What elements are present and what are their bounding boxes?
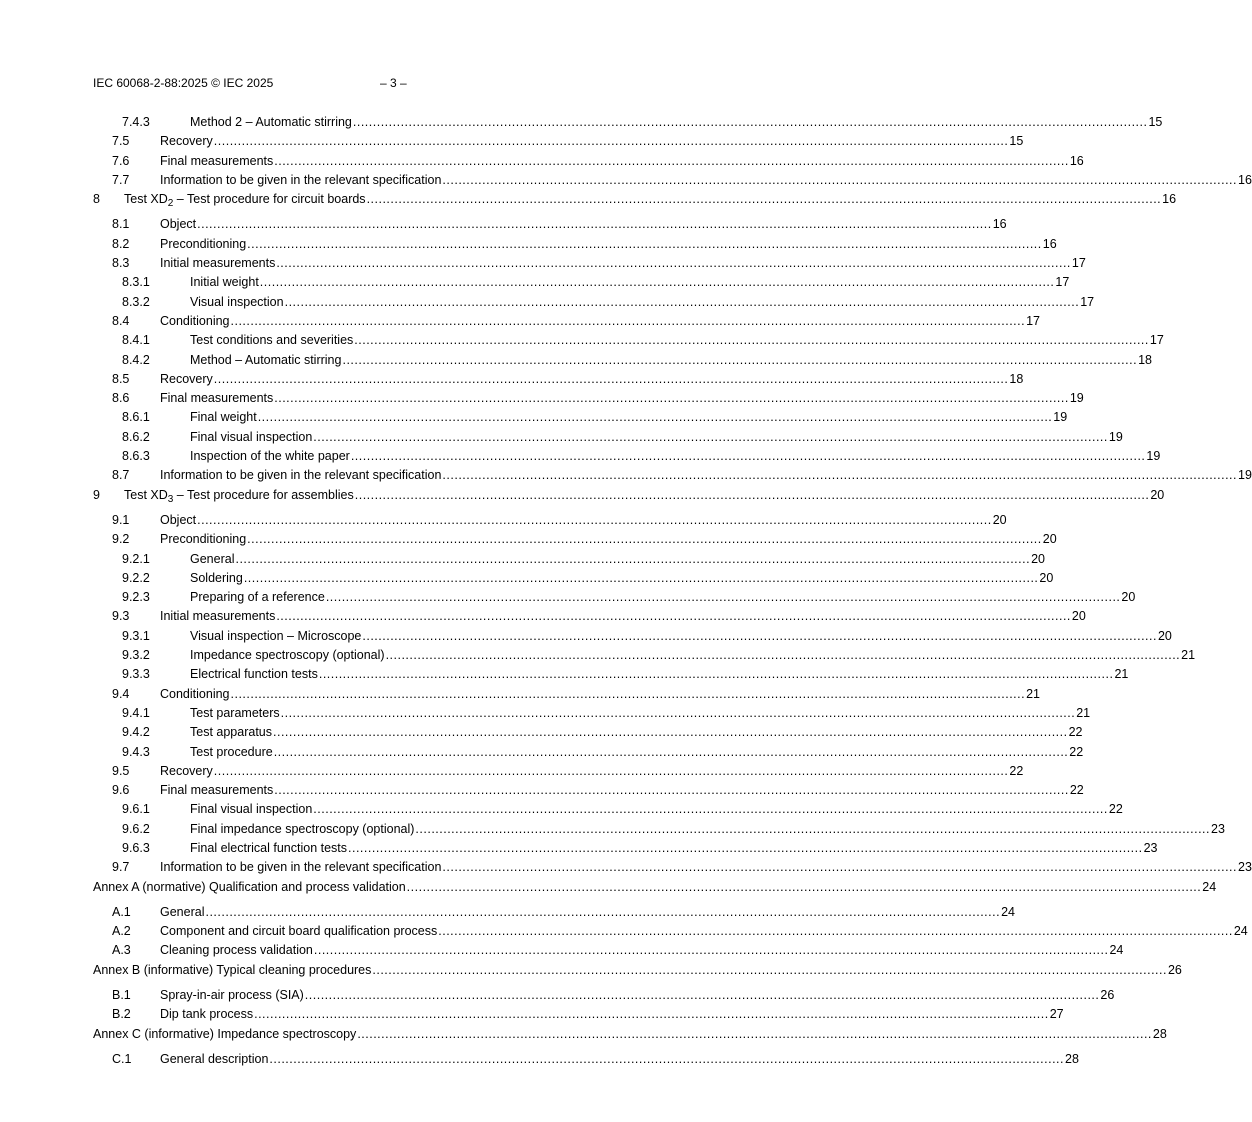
dot-leader: ........................................................................................................................................................................................................ (273, 744, 1069, 759)
toc-entry[interactable] (93, 724, 1083, 743)
toc-entry-title: Final electrical function tests (190, 840, 348, 855)
toc-entry-page: 17 (1055, 275, 1070, 290)
toc-entry-title: Test apparatus (190, 725, 272, 740)
toc-entry-number: 9.5 (112, 763, 130, 778)
dot-leader: ........................................................................................................................................................................................................ (197, 512, 992, 527)
toc-entry-page: 20 (1031, 551, 1045, 566)
toc-entry-number: 8.5 (112, 371, 130, 386)
dot-leader: ........................................................................................................................................................................................................ (352, 115, 1148, 129)
dot-leader: ........................................................................................................................................................................................................ (247, 236, 1042, 251)
toc-entry-title: Test parameters (190, 705, 280, 720)
dot-leader: ........................................................................................................................................................................................................ (357, 1026, 1152, 1041)
toc-entry-page: 21 (1114, 667, 1129, 682)
toc-entry-title: Final measurements (160, 783, 274, 798)
toc-entry[interactable] (93, 840, 1158, 859)
toc-entry-title: Recovery (160, 763, 213, 778)
dot-leader: ........................................................................................................................................................................................................ (247, 532, 1042, 547)
toc-entry-title: Final measurements (160, 153, 274, 168)
toc-entry-number: 7.7 (112, 172, 130, 187)
toc-entry-title: Impedance spectroscopy (optional) (190, 648, 385, 663)
toc-entry[interactable] (93, 153, 1084, 172)
dot-leader: ........................................................................................................................................................................................................ (274, 153, 1069, 168)
toc-entry-title: Method – Automatic stirring (190, 352, 342, 367)
dot-leader: ........................................................................................................................................................................................................ (276, 256, 1071, 271)
dot-leader: ........................................................................................................................................................................................................ (366, 192, 1162, 207)
dot-leader: ........................................................................................................................................................................................................ (284, 294, 1080, 309)
toc-entry-page: 20 (1071, 609, 1086, 624)
page-number: – 3 – (380, 76, 407, 90)
dot-leader: ........................................................................................................................................................................................................ (354, 487, 1150, 502)
toc-entry-number: 9.6.1 (122, 802, 150, 817)
dot-leader: ........................................................................................................................................................................................................ (313, 429, 1108, 444)
toc-entry-page: 19 (1053, 410, 1068, 425)
dot-leader: ........................................................................................................................................................................................................ (354, 333, 1149, 348)
toc-entry-page: 21 (1026, 686, 1040, 701)
toc-entry-page: 27 (1049, 1007, 1064, 1022)
toc-entry[interactable] (93, 429, 1123, 448)
toc-entry-number: 9.3 (112, 609, 130, 624)
toc-entry[interactable] (93, 332, 1164, 351)
subscript: 2 (167, 198, 174, 210)
toc-entry-title: Preconditioning (160, 532, 247, 547)
toc-entry[interactable] (93, 942, 1124, 961)
toc-entry-number: 7.5 (112, 134, 130, 149)
dot-leader: ........................................................................................................................................................................................................ (213, 371, 1009, 386)
toc-entry-page: 26 (1100, 988, 1115, 1003)
toc-entry-number: 9.4 (112, 686, 130, 701)
toc-entry-title: General (160, 904, 205, 919)
toc-entry[interactable] (93, 1006, 1064, 1025)
toc-entry-title: Cleaning process validation (160, 943, 313, 958)
dot-leader: ........................................................................................................................................................................................................ (304, 988, 1100, 1003)
toc-entry-page: 15 (1009, 134, 1024, 149)
toc-entry-number: 9.1 (112, 512, 130, 527)
toc-entry-title: Test $XD_2$ – Test procedure for circuit boards (124, 192, 366, 210)
toc-entry[interactable] (93, 487, 1165, 506)
toc-entry-title: Object (160, 512, 197, 527)
dot-leader: ........................................................................................................................................................................................................ (213, 134, 1009, 149)
toc-entry-title: Recovery (160, 134, 213, 149)
dot-leader: ........................................................................................................................................................................................................ (406, 879, 1202, 894)
dot-leader: ........................................................................................................................................................................................................ (230, 686, 1026, 701)
toc-entry-title: Information to be given in the relevant specification (160, 468, 442, 483)
toc-entry[interactable] (93, 801, 1123, 820)
toc-entry-title: Object (160, 217, 197, 232)
dot-leader: ........................................................................................................................................................................................................ (362, 628, 1157, 643)
toc-entry-number: 8.6.1 (122, 410, 150, 425)
toc-entry-title: Inspection of the white paper (190, 449, 350, 464)
toc-entry-page: 28 (1152, 1026, 1167, 1041)
toc-entry-number: 8.6 (112, 391, 130, 406)
toc-entry-title: Final visual inspection (190, 802, 313, 817)
toc-entry-page: 17 (1026, 313, 1040, 328)
toc-entry-number: 9.4.3 (122, 744, 150, 759)
toc-entry-title: Test conditions and severities (190, 333, 354, 348)
toc-entry[interactable] (93, 904, 1015, 923)
toc-entry[interactable] (93, 686, 1040, 705)
toc-entry[interactable] (93, 512, 1007, 531)
dot-leader: ........................................................................................................................................................................................................ (274, 391, 1069, 406)
toc-entry-number: 8.4.1 (122, 333, 150, 348)
toc-entry[interactable] (93, 1051, 1079, 1070)
toc-entry[interactable] (93, 294, 1095, 313)
toc-entry[interactable] (93, 744, 1084, 763)
dot-leader: ........................................................................................................................................................................................................ (385, 648, 1181, 663)
toc-entry-number: 8.3.2 (122, 294, 150, 309)
toc-entry-page: 19 (1238, 468, 1252, 483)
toc-entry[interactable] (93, 274, 1070, 293)
toc-entry-title: Preconditioning (160, 236, 247, 251)
toc-entry-title: Annex B (informative) Typical cleaning procedures (93, 962, 372, 977)
toc-entry[interactable] (93, 666, 1129, 685)
toc-entry-page: 15 (1148, 115, 1163, 129)
dot-leader: ........................................................................................................................................................................................................ (350, 449, 1146, 464)
toc-entry-number: C.1 (112, 1051, 132, 1066)
toc-entry-title: Method 2 – Automatic stirring (190, 115, 352, 129)
toc-entry[interactable] (93, 763, 1024, 782)
dot-leader: ........................................................................................................................................................................................................ (442, 860, 1238, 875)
toc-entry-page: 24 (1109, 943, 1124, 958)
dot-leader: ........................................................................................................................................................................................................ (243, 570, 1039, 585)
toc-entry-page: 26 (1167, 962, 1182, 977)
toc-entry[interactable] (93, 821, 1225, 840)
toc-entry-title: Information to be given in the relevant specification (160, 860, 442, 875)
toc-entry-number: 8.1 (112, 217, 130, 232)
toc-entry[interactable] (93, 216, 1007, 235)
toc-entry[interactable] (93, 962, 1182, 981)
dot-leader: ........................................................................................................................................................................................................ (442, 468, 1238, 483)
toc-entry-page: 16 (1162, 192, 1177, 207)
toc-entry-number: 9.3.2 (122, 648, 150, 663)
toc-entry-number: 9.6 (112, 783, 130, 798)
toc-entry-title: Initial measurements (160, 609, 276, 624)
toc-entry[interactable] (93, 608, 1086, 627)
toc-entry-page: 22 (1069, 744, 1084, 759)
dot-leader: ........................................................................................................................................................................................................ (205, 904, 1001, 919)
toc-entry-page: 22 (1068, 725, 1083, 740)
page-header (93, 76, 407, 90)
toc-entry-title: Test $XD_3$ – Test procedure for assemblies (124, 487, 354, 505)
toc-entry-number: 9.6.3 (122, 840, 150, 855)
dot-leader: ........................................................................................................................................................................................................ (259, 275, 1055, 290)
dot-leader: ........................................................................................................................................................................................................ (318, 667, 1114, 682)
toc-entry[interactable] (93, 531, 1057, 550)
toc-entry-page: 20 (1150, 487, 1165, 502)
dot-leader: ........................................................................................................................................................................................................ (342, 352, 1138, 367)
toc-entry-number: 9 (93, 487, 100, 502)
toc-entry-number: 9.2 (112, 532, 130, 547)
toc-entry-number: 7.6 (112, 153, 130, 168)
toc-entry-page: 19 (1069, 391, 1084, 406)
toc-entry-page: 16 (992, 217, 1007, 232)
toc-entry-page: 17 (1080, 294, 1095, 309)
toc-entry[interactable] (93, 589, 1136, 608)
toc-entry-title: Recovery (160, 371, 213, 386)
toc-entry-number: A.2 (112, 924, 131, 939)
toc-entry-number: 9.4.1 (122, 705, 150, 720)
toc-entry-title: Conditioning (160, 313, 230, 328)
toc-entry-title: Conditioning (160, 686, 230, 701)
toc-entry-number: 8.2 (112, 236, 130, 251)
toc-entry-title: Soldering (190, 570, 243, 585)
dot-leader: ........................................................................................................................................................................................................ (273, 725, 1068, 740)
toc-entry-title: Annex C (informative) Impedance spectroscopy (93, 1026, 357, 1041)
toc-entry[interactable] (93, 133, 1024, 152)
toc-entry[interactable] (93, 448, 1161, 467)
toc-entry-title: Final visual inspection (190, 429, 313, 444)
toc-entry-page: 21 (1181, 648, 1196, 663)
toc-entry[interactable] (93, 390, 1084, 409)
dot-leader: ........................................................................................................................................................................................................ (269, 1051, 1064, 1066)
toc-entry-page: 20 (1121, 590, 1136, 605)
toc-entry-title: Electrical function tests (190, 667, 318, 682)
toc-entry-title: Final weight (190, 410, 257, 425)
toc-entry-number: 8.3.1 (122, 275, 150, 290)
toc-entry-page: 28 (1065, 1051, 1079, 1066)
dot-leader: ........................................................................................................................................................................................................ (276, 609, 1071, 624)
toc-entry-page: 20 (1157, 628, 1172, 643)
toc-entry-page: 16 (1238, 172, 1252, 187)
toc-entry-title: Final impedance spectroscopy (optional) (190, 821, 415, 836)
toc-entry-page: 19 (1108, 429, 1123, 444)
toc-entry-number: 8.7 (112, 468, 130, 483)
toc-entry-page: 23 (1143, 840, 1158, 855)
toc-entry-page: 20 (1042, 532, 1057, 547)
toc-entry[interactable] (93, 551, 1045, 570)
toc-entry-page: 24 (1233, 924, 1248, 939)
toc-entry-number: 9.4.2 (122, 725, 150, 740)
subscript: 3 (167, 493, 174, 505)
dot-leader: ........................................................................................................................................................................................................ (257, 410, 1053, 425)
dot-leader: ........................................................................................................................................................................................................ (313, 802, 1108, 817)
toc-entry[interactable] (93, 628, 1172, 647)
dot-leader: ........................................................................................................................................................................................................ (442, 172, 1238, 187)
toc-entry-page: 17 (1149, 333, 1164, 348)
toc-entry[interactable] (93, 255, 1086, 274)
toc-entry[interactable] (93, 1026, 1167, 1045)
toc-entry-number: 8.6.2 (122, 429, 150, 444)
toc-entry-title: Spray-in-air process (SIA) (160, 988, 304, 1003)
toc-entry[interactable] (93, 467, 1252, 486)
toc-entry-page: 17 (1071, 256, 1086, 271)
toc-entry[interactable] (93, 705, 1091, 724)
dot-leader: ........................................................................................................................................................................................................ (438, 924, 1233, 939)
toc-entry-title: Visual inspection – Microscope (190, 628, 362, 643)
toc-entry-number: B.1 (112, 988, 131, 1003)
toc-entry-number: 9.7 (112, 860, 130, 875)
toc-entry-number: 8.3 (112, 256, 130, 271)
toc-entry-page: 24 (1202, 879, 1217, 894)
toc-entry[interactable] (93, 782, 1084, 801)
toc-entry-number: 9.3.1 (122, 628, 150, 643)
toc-entry[interactable] (93, 236, 1057, 255)
dot-leader: ........................................................................................................................................................................................................ (197, 217, 992, 232)
toc-entry[interactable] (93, 859, 1252, 878)
toc-entry-number: 8 (93, 192, 100, 207)
dot-leader: ........................................................................................................................................................................................................ (274, 783, 1069, 798)
toc-entry[interactable] (93, 191, 1177, 210)
toc-entry-page: 24 (1001, 904, 1015, 919)
toc-entry-page: 18 (1009, 371, 1024, 386)
toc-entry-title: Visual inspection (190, 294, 284, 309)
toc-entry[interactable] (93, 313, 1040, 332)
toc-entry-title: Component and circuit board qualification process (160, 924, 438, 939)
toc-entry-title: Annex A (normative) Qualification and process validation (93, 879, 406, 894)
toc-entry-title: Information to be given in the relevant specification (160, 172, 442, 187)
dot-leader: ........................................................................................................................................................................................................ (348, 840, 1143, 855)
toc-entry[interactable] (93, 114, 1163, 133)
toc-entry-title: Initial measurements (160, 256, 276, 271)
standard-reference: IEC 60068-2-88:2025 © IEC 2025 (93, 76, 274, 90)
dot-leader: ........................................................................................................................................................................................................ (372, 962, 1167, 977)
toc-entry[interactable] (93, 172, 1252, 191)
toc-entry[interactable] (93, 570, 1054, 589)
toc-entry[interactable] (93, 987, 1115, 1006)
toc-entry-page: 23 (1238, 860, 1252, 875)
toc-entry-page: 22 (1009, 763, 1024, 778)
toc-entry-number: 9.3.3 (122, 667, 150, 682)
toc-entry-title: Final measurements (160, 391, 274, 406)
toc-entry[interactable] (93, 352, 1152, 371)
toc-entry-page: 22 (1108, 802, 1123, 817)
toc-entry-title: Dip tank process (160, 1007, 254, 1022)
toc-entry-page: 23 (1211, 821, 1225, 836)
dot-leader: ........................................................................................................................................................................................................ (280, 705, 1076, 720)
table-of-contents (93, 114, 1252, 1070)
dot-leader: ........................................................................................................................................................................................................ (213, 763, 1009, 778)
toc-entry-number: 9.2.1 (122, 551, 150, 566)
toc-entry-page: 16 (1042, 236, 1057, 251)
dot-leader: ........................................................................................................................................................................................................ (313, 943, 1109, 958)
dot-leader: ........................................................................................................................................................................................................ (235, 551, 1031, 566)
toc-entry-title: Initial weight (190, 275, 259, 290)
toc-entry-page: 18 (1138, 352, 1152, 367)
toc-entry-number: 9.2.2 (122, 570, 150, 585)
toc-entry[interactable] (93, 409, 1068, 428)
dot-leader: ........................................................................................................................................................................................................ (325, 590, 1121, 605)
toc-entry-title: Preparing of a reference (190, 590, 325, 605)
toc-entry-number: 8.6.3 (122, 449, 150, 464)
toc-entry[interactable] (93, 923, 1248, 942)
toc-entry[interactable] (93, 879, 1217, 898)
toc-entry-page: 16 (1069, 153, 1084, 168)
dot-leader: ........................................................................................................................................................................................................ (254, 1007, 1049, 1022)
toc-entry-number: 8.4 (112, 313, 130, 328)
toc-entry-number: 9.2.3 (122, 590, 150, 605)
toc-entry-title: General (190, 551, 235, 566)
dot-leader: ........................................................................................................................................................................................................ (415, 821, 1211, 836)
toc-entry[interactable] (93, 371, 1024, 390)
dot-leader: ........................................................................................................................................................................................................ (230, 313, 1026, 328)
toc-entry-number: 7.4.3 (122, 115, 150, 129)
toc-entry-number: A.1 (112, 904, 131, 919)
toc-entry-number: 8.4.2 (122, 352, 150, 367)
toc-entry-title: Test procedure (190, 744, 273, 759)
toc-entry-page: 21 (1076, 705, 1091, 720)
toc-entry-page: 22 (1069, 783, 1084, 798)
toc-entry-page: 20 (1039, 570, 1054, 585)
toc-entry-title: General description (160, 1051, 269, 1066)
toc-entry-number: B.2 (112, 1007, 131, 1022)
toc-entry-number: 9.6.2 (122, 821, 150, 836)
toc-entry[interactable] (93, 647, 1196, 666)
toc-entry-page: 20 (992, 512, 1007, 527)
toc-entry-number: A.3 (112, 943, 131, 958)
toc-entry-page: 19 (1146, 449, 1161, 464)
